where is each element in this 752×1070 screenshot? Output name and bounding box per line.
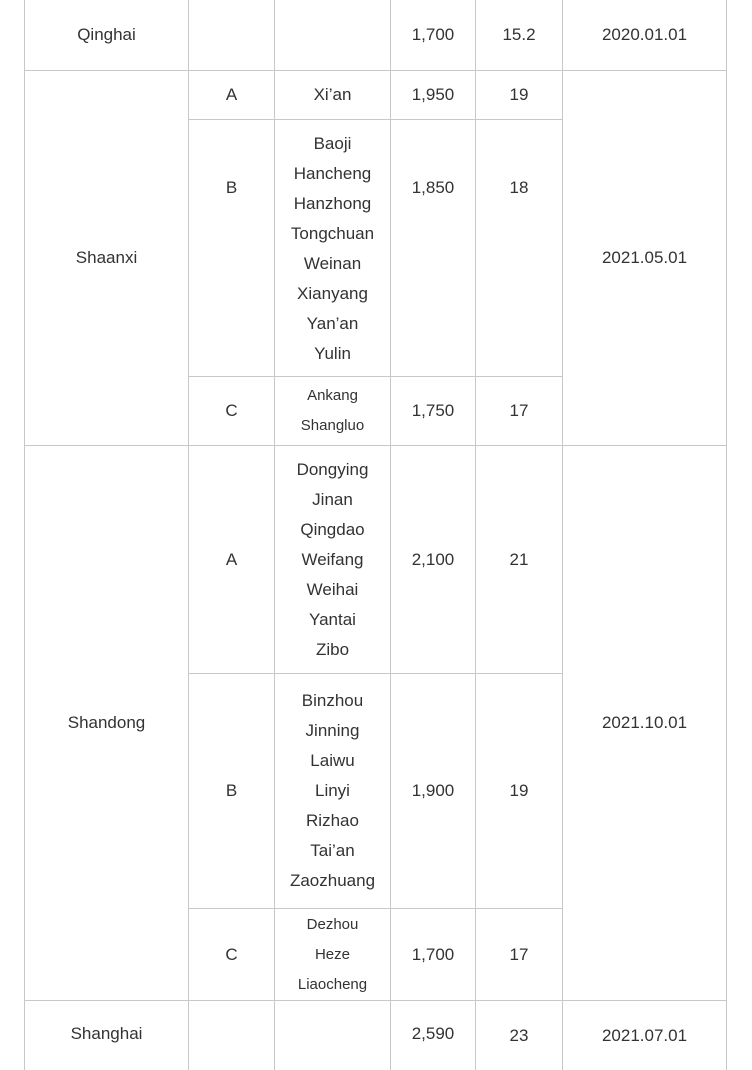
city-name: Jinning (305, 721, 360, 740)
city-name: Tai’an (310, 841, 355, 860)
cities-cell (275, 674, 390, 908)
city-name: Hanzhong (293, 194, 372, 213)
min-wage-cell (391, 674, 475, 908)
effective-date-cell (563, 71, 726, 445)
min-wage: 1,700 (411, 25, 455, 44)
city-name: Shangluo (300, 417, 365, 434)
city-name: Tongchuan (290, 224, 375, 243)
min-wage: 2,100 (411, 549, 455, 569)
city-name: Jinan (312, 489, 353, 509)
min-wage: 1,850 (411, 178, 455, 197)
table-border-right (726, 0, 727, 1070)
tier-cell (189, 120, 274, 256)
province-name: Shanghai (70, 1024, 143, 1043)
province-cell (25, 446, 188, 1000)
province-name: Qinghai (77, 25, 136, 44)
effective-date-cell (563, 1001, 726, 1070)
hourly-wage-cell (476, 674, 562, 908)
tier-cell (189, 71, 274, 119)
city-name: Yantai (309, 609, 356, 629)
tier-label: B (225, 781, 238, 800)
effective-date: 2020.01.01 (601, 25, 688, 44)
city-name: Weifang (301, 549, 364, 569)
tier-label: C (225, 944, 238, 964)
city-name: Ankang (307, 387, 358, 404)
min-wage-cell (391, 446, 475, 673)
city-name: Xi’an (313, 85, 352, 104)
hourly-wage-cell (476, 0, 562, 70)
city-name: Dongying (296, 459, 369, 479)
hourly-wage: 18 (509, 178, 529, 197)
hourly-wage: 19 (509, 85, 529, 104)
effective-date: 2021.10.01 (601, 713, 688, 732)
city-name: Qingdao (300, 519, 365, 539)
city-name: Baoji (313, 134, 352, 153)
min-wage: 1,900 (411, 781, 455, 800)
cities-cell (275, 446, 390, 673)
city-name: Laiwu (310, 751, 355, 770)
cities-cell (275, 909, 390, 1000)
hourly-wage: 19 (509, 781, 529, 800)
city-name: Yulin (314, 344, 351, 363)
city-name: Linyi (315, 781, 350, 800)
hourly-wage-cell (476, 909, 562, 1000)
tier-cell (189, 674, 274, 908)
hourly-wage: 21 (509, 549, 529, 569)
min-wage-cell (391, 377, 475, 445)
tier-cell (189, 446, 274, 673)
city-name: Yan’an (306, 314, 359, 333)
hourly-wage-cell (476, 446, 562, 673)
hourly-wage-cell (476, 120, 562, 256)
province-cell (25, 1001, 188, 1067)
city-name: Weihai (306, 579, 359, 599)
hourly-wage: 15.2 (502, 25, 536, 44)
min-wage: 1,700 (411, 944, 455, 964)
city-name: Rizhao (306, 811, 359, 830)
tier-label: C (225, 401, 238, 420)
city-name: Xianyang (297, 284, 368, 303)
city-name: Dezhou (306, 915, 359, 933)
hourly-wage-cell (476, 71, 562, 119)
province-cell (25, 0, 188, 70)
tier-label: A (225, 549, 238, 569)
city-name: Zibo (315, 639, 350, 659)
min-wage: 2,590 (411, 1024, 455, 1043)
min-wage-cell (391, 1001, 475, 1067)
min-wage: 1,950 (411, 85, 455, 104)
cities-cell (275, 129, 390, 369)
effective-date-cell (563, 0, 726, 70)
city-name: Heze (314, 945, 350, 963)
effective-date: 2021.05.01 (601, 248, 688, 267)
hourly-wage: 23 (509, 1025, 529, 1045)
hourly-wage-cell (476, 377, 562, 445)
min-wage: 1,750 (411, 401, 455, 420)
min-wage-cell (391, 909, 475, 1000)
tier-label: A (225, 85, 238, 104)
tier-cell (189, 377, 274, 445)
city-name: Hancheng (293, 164, 372, 183)
city-name: Liaocheng (297, 975, 368, 993)
city-name: Binzhou (301, 691, 364, 710)
tier-cell (189, 909, 274, 1000)
hourly-wage: 17 (509, 401, 529, 420)
min-wage-cell (391, 71, 475, 119)
min-wage-cell (391, 120, 475, 256)
tier-label: B (225, 178, 238, 197)
cities-cell (275, 377, 390, 445)
province-name: Shandong (67, 713, 146, 732)
province-cell (25, 71, 188, 445)
hourly-wage: 17 (509, 944, 529, 964)
hourly-wage-cell (476, 1001, 562, 1070)
min-wage-cell (391, 0, 475, 70)
effective-date-cell (563, 446, 726, 1000)
effective-date: 2021.07.01 (601, 1025, 688, 1045)
city-name: Zaozhuang (289, 871, 376, 890)
cities-cell (275, 71, 390, 119)
province-name: Shaanxi (75, 248, 138, 267)
city-name: Weinan (303, 254, 362, 273)
